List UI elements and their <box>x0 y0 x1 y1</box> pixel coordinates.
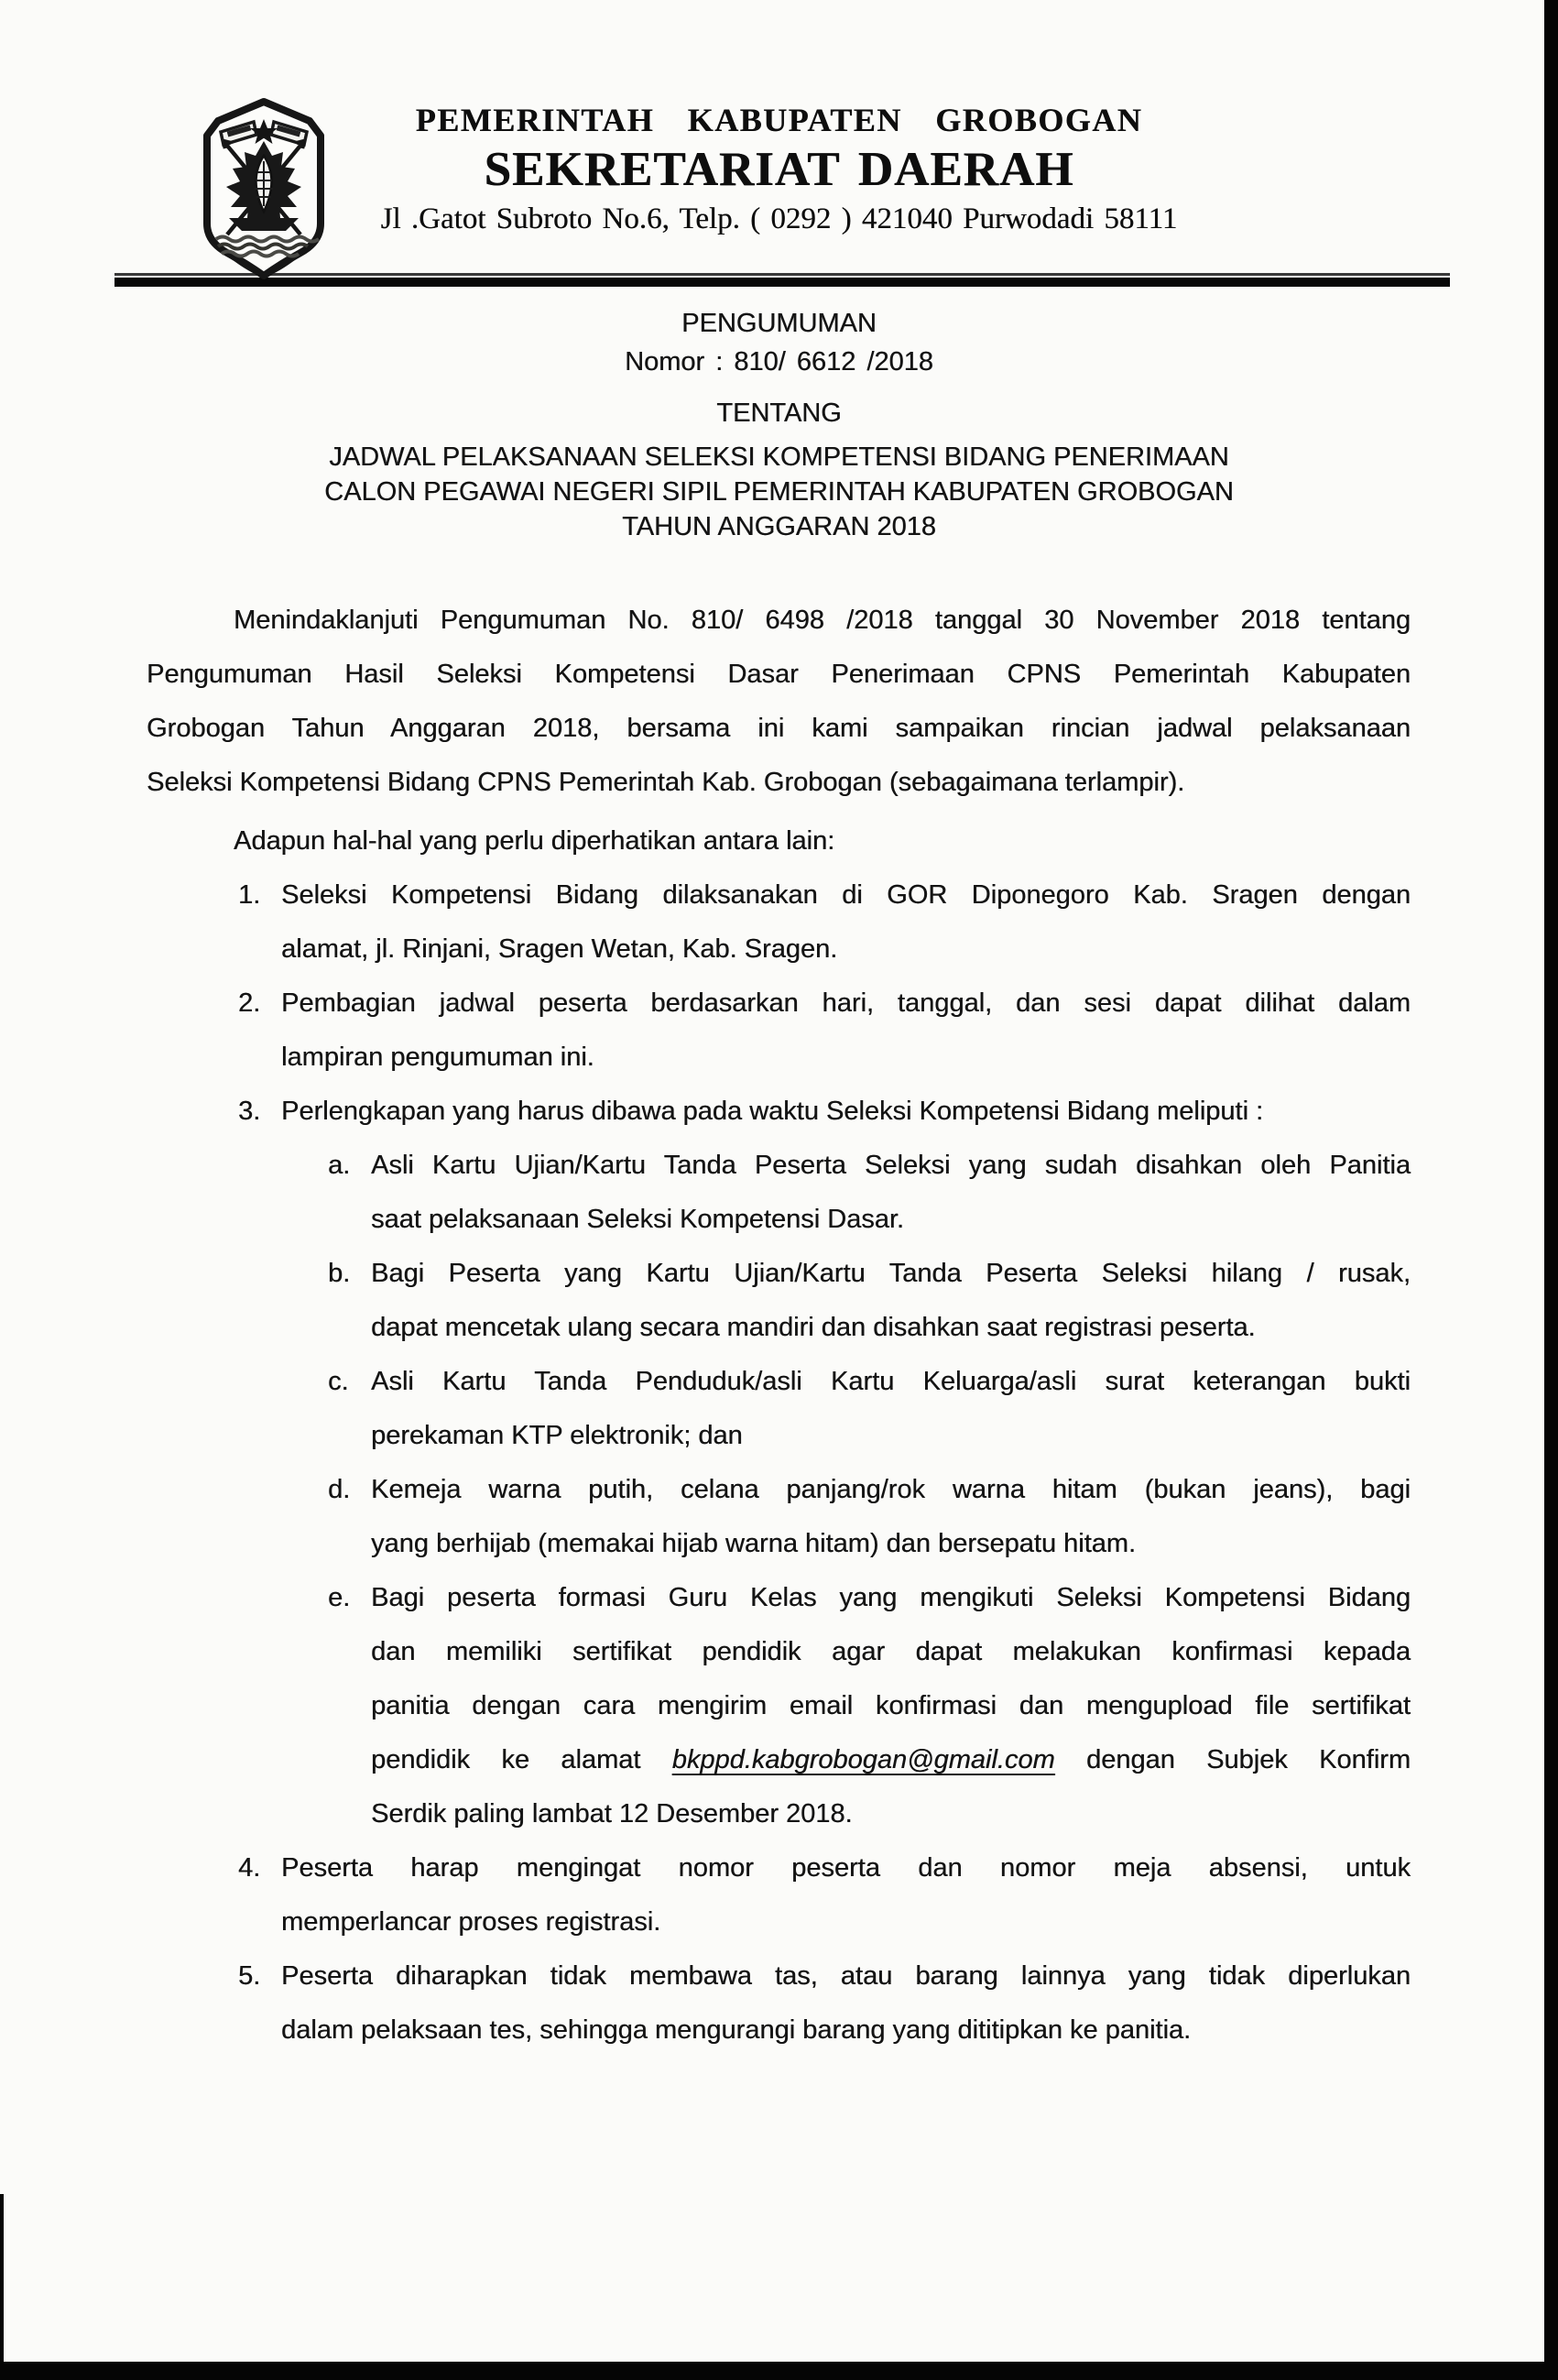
item-line: saat pelaksanaan Seleksi Kompetensi Dasar. <box>371 1205 904 1234</box>
office-address: Jl .Gatot Subroto No.6, Telp. ( 0292 ) 421040 Purwodadi 58111 <box>380 202 1178 235</box>
announcement-title-block <box>0 304 1558 544</box>
lettered-sublist <box>281 1139 1411 1841</box>
item-marker: c. <box>328 1367 349 1396</box>
item-line: Kemeja warna putih, celana panjang/rok warna hitam (bukan jeans), bagi <box>371 1475 1411 1504</box>
subject-line: TAHUN ANGGARAN 2018 <box>622 512 936 541</box>
subject-line: JADWAL PELAKSANAAN SELEKSI KOMPETENSI BIDANG PENERIMAAN <box>329 442 1229 472</box>
sub-item-e <box>281 1571 1411 1841</box>
paragraph-line: Grobogan Tahun Anggaran 2018, bersama ini kami sampaikan rincian jadwal pelaksanaan <box>147 714 1411 743</box>
item-line: Perlengkapan yang harus dibawa pada waktu Seleksi Kompetensi Bidang meliputi : <box>281 1097 1264 1126</box>
announcement-heading: PENGUMUMAN <box>681 309 877 338</box>
item-line: yang berhijab (memakai hijab warna hitam) dan bersepatu hitam. <box>371 1529 1136 1558</box>
list-item-2 <box>147 977 1411 1085</box>
paragraph-line: Pengumuman Hasil Seleksi Kompetensi Dasar Penerimaan CPNS Pemerintah Kabupaten <box>147 660 1411 689</box>
item-line: memperlancar proses registrasi. <box>281 1907 661 1937</box>
sub-item-b <box>281 1247 1411 1355</box>
paragraph-line: Seleksi Kompetensi Bidang CPNS Pemerintah Kab. Grobogan (sebagaimana terlampir). <box>147 768 1185 797</box>
office-name: SEKRETARIAT DAERAH <box>484 143 1074 196</box>
item-line: dan memiliki sertifikat pendidik agar dapat melakukan konfirmasi kepada <box>371 1637 1411 1666</box>
item-line: alamat, jl. Rinjani, Sragen Wetan, Kab. Sragen. <box>281 934 838 964</box>
announcement-subject <box>0 440 1558 544</box>
list-item-5 <box>147 1949 1411 2058</box>
item-line: Peserta harap mengingat nomor peserta dan nomor meja absensi, untuk <box>281 1853 1411 1883</box>
sub-item-c <box>281 1355 1411 1463</box>
list-item-3 <box>147 1085 1411 1841</box>
item-marker: d. <box>328 1475 351 1504</box>
email-line-before: pendidik ke alamat <box>371 1745 672 1774</box>
item-marker: a. <box>328 1151 351 1180</box>
item-marker: 5. <box>238 1961 261 1991</box>
item-line-with-email <box>371 1733 1411 1787</box>
sub-item-a <box>281 1139 1411 1247</box>
announcement-number: Nomor : 810/ 6612 /2018 <box>625 347 933 377</box>
scan-edge-right <box>1544 0 1558 2380</box>
item-line: Serdik paling lambat 12 Desember 2018. <box>371 1799 853 1829</box>
item-line: Seleksi Kompetensi Bidang dilaksanakan di GOR Diponegoro Kab. Sragen dengan <box>281 880 1411 910</box>
item-line: Peserta diharapkan tidak membawa tas, atau barang lainnya yang tidak diperlukan <box>281 1961 1411 1991</box>
document-body <box>0 594 1558 2058</box>
item-line: Asli Kartu Ujian/Kartu Tanda Peserta Seleksi yang sudah disahkan oleh Panitia <box>371 1151 1411 1180</box>
item-line: lampiran pengumuman ini. <box>281 1043 594 1072</box>
letterhead <box>0 0 1558 271</box>
list-item-1 <box>147 868 1411 977</box>
item-marker: 4. <box>238 1853 261 1883</box>
item-line: perekaman KTP elektronik; dan <box>371 1421 743 1450</box>
item-marker: 3. <box>238 1097 261 1126</box>
agency-name: PEMERINTAH KABUPATEN GROBOGAN <box>415 102 1143 138</box>
intro-line: Adapun hal-hal yang perlu diperhatikan antara lain: <box>234 826 835 856</box>
announcement-about: TENTANG <box>716 398 842 428</box>
scan-edge-left <box>0 2194 4 2362</box>
confirmation-email-link[interactable]: bkppd.kabgrobogan@gmail.com <box>671 1745 1055 1774</box>
item-line: Bagi peserta formasi Guru Kelas yang mengikuti Seleksi Kompetensi Bidang <box>371 1583 1411 1612</box>
subject-line: CALON PEGAWAI NEGERI SIPIL PEMERINTAH KABUPATEN GROBOGAN <box>324 477 1234 507</box>
item-line: panitia dengan cara mengirim email konfirmasi dan mengupload file sertifikat <box>371 1691 1411 1720</box>
item-line: Pembagian jadwal peserta berdasarkan hari, tanggal, dan sesi dapat dilihat dalam <box>281 988 1411 1018</box>
grobogan-regency-crest-icon <box>191 95 337 280</box>
item-line: Asli Kartu Tanda Penduduk/asli Kartu Keluarga/asli surat keterangan bukti <box>371 1367 1411 1396</box>
email-line-after: dengan Subjek Konfirm <box>1054 1745 1411 1774</box>
item-marker: e. <box>328 1583 351 1612</box>
item-line: Bagi Peserta yang Kartu Ujian/Kartu Tanda Peserta Seleksi hilang / rusak, <box>371 1259 1411 1288</box>
item-line: dalam pelaksaan tes, sehingga mengurangi barang yang dititipkan ke panitia. <box>281 2015 1192 2045</box>
list-item-4 <box>147 1841 1411 1949</box>
opening-paragraph <box>147 594 1411 810</box>
item-marker: 1. <box>238 880 261 910</box>
item-line: dapat mencetak ulang secara mandiri dan disahkan saat registrasi peserta. <box>371 1313 1256 1342</box>
item-marker: 2. <box>238 988 261 1018</box>
sub-item-d <box>281 1463 1411 1571</box>
item-marker: b. <box>328 1259 351 1288</box>
scan-edge-bottom <box>0 2362 1558 2380</box>
numbered-list <box>147 868 1411 2058</box>
paragraph-line: Menindaklanjuti Pengumuman No. 810/ 6498 /2018 tanggal 30 November 2018 tentang <box>234 606 1411 635</box>
